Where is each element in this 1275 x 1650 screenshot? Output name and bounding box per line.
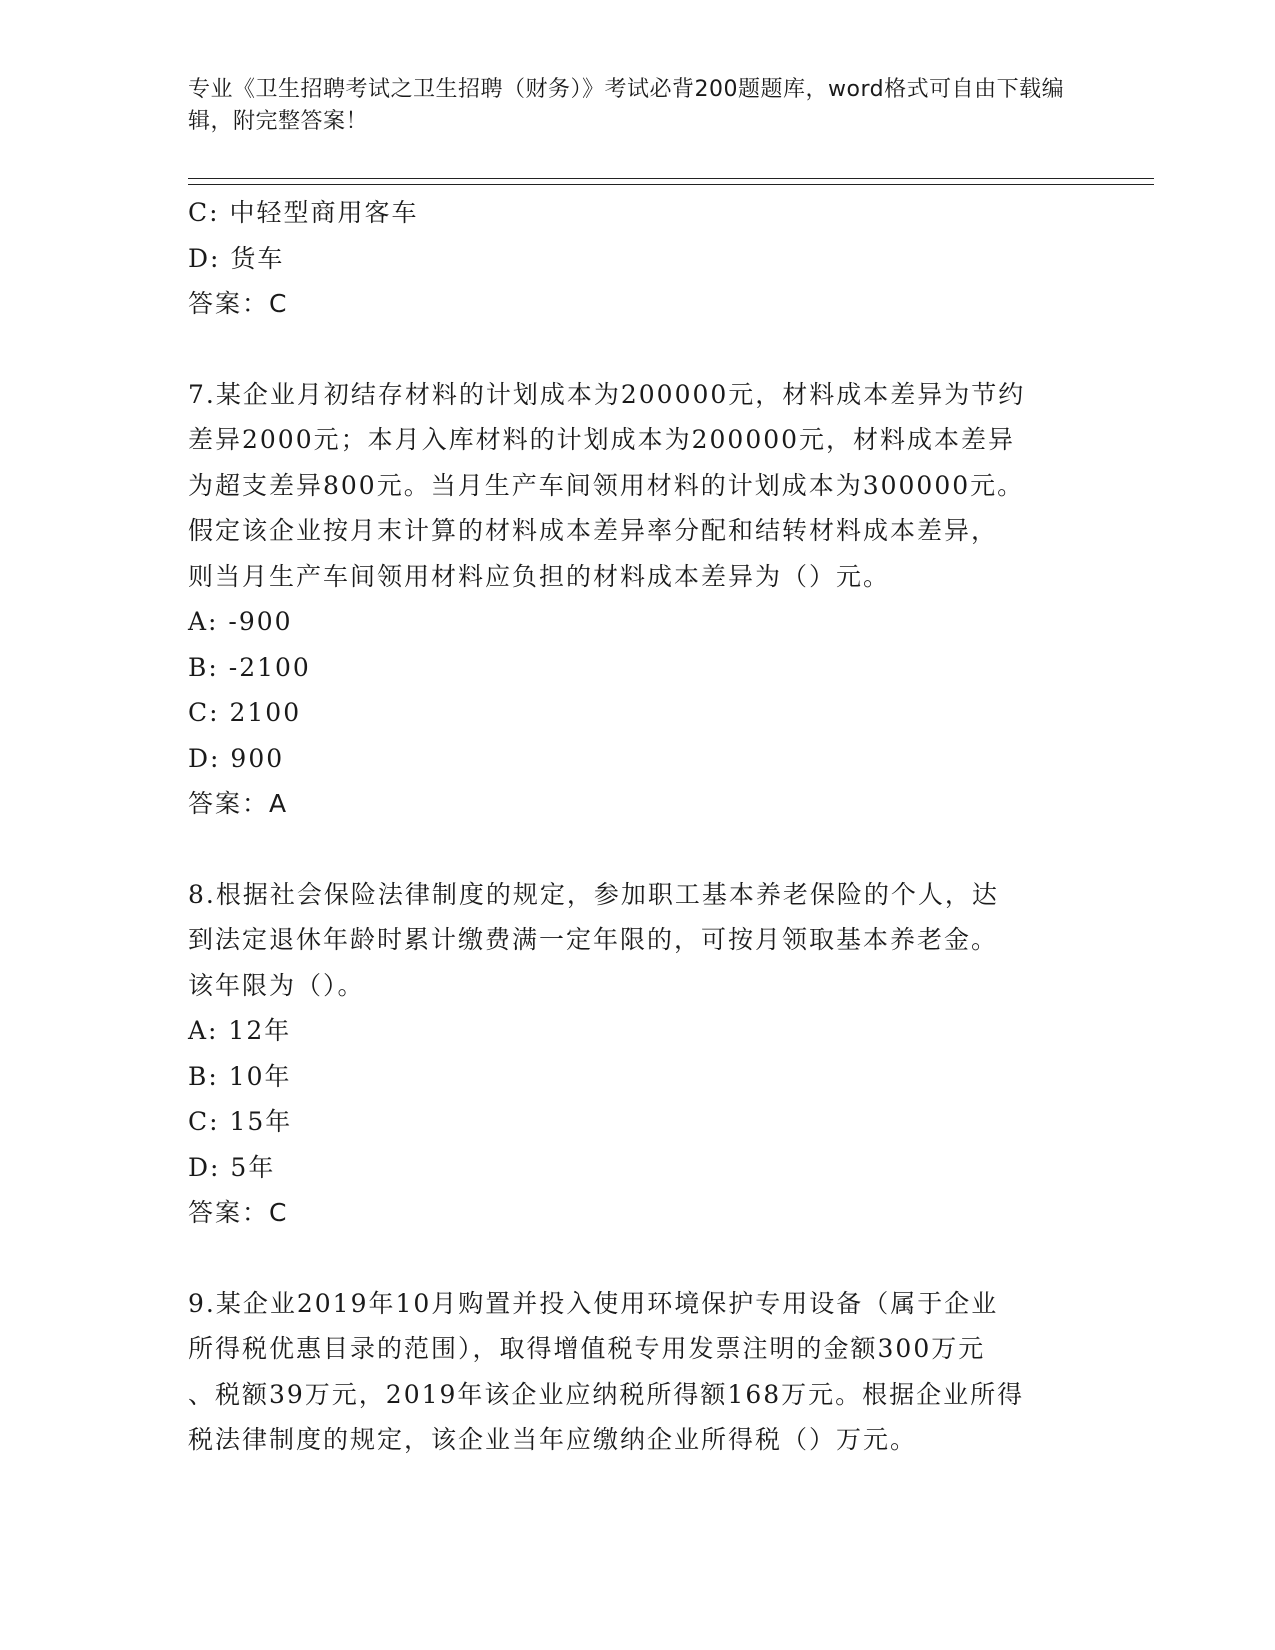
question-line: 税法律制度的规定，该企业当年应缴纳企业所得税（）万元。 [188,1425,918,1454]
header-rule-top [188,178,1154,179]
question-text [188,1281,1078,1463]
question-8 [188,872,1088,1236]
header-rule-bottom [188,184,1154,185]
question-9 [188,1281,1088,1463]
question-line: 差异2000元；本月入库材料的计划成本为200000元，材料成本差异 [188,425,1016,454]
option-d: D: 900 [188,743,285,773]
document-body [188,190,1088,1463]
question-line: 8.根据社会保险法律制度的规定，参加职工基本养老保险的个人，达 [188,879,999,909]
option-c: C: 中轻型商用客车 [188,198,419,227]
option-a: A: 12年 [188,1016,292,1045]
question-line: 假定该企业按月末计算的材料成本差异率分配和结转材料成本差异， [188,516,999,545]
question-7 [188,372,1088,827]
question-line: 9.某企业2019年10月购置并投入使用环境保护专用设备（属于企业 [188,1288,999,1318]
document-title: 专业《卫生招聘考试之卫生招聘（财务）》考试必背200题题库，word格式可自由下载编辑，附完整答案！ [188,77,1065,134]
question-line: 7.某企业月初结存材料的计划成本为200000元，材料成本差异为节约 [188,379,1026,409]
question-line: 为超支差异800元。当月生产车间领用材料的计划成本为300000元。 [188,470,1025,500]
answer-line: 答案：A [188,789,289,818]
question-line: 到法定退休年龄时累计缴费满一定年限的，可按月领取基本养老金。 [188,925,999,954]
document-header [188,74,1068,138]
option-d: D: 5年 [188,1152,276,1182]
question-text [188,872,1078,1009]
question-6-tail [188,190,1088,327]
question-line: 该年限为（）。 [188,970,365,1000]
question-line: 所得税优惠目录的范围），取得增值税专用发票注明的金额300万元 [188,1334,986,1363]
question-line: 则当月生产车间领用材料应负担的材料成本差异为（）元。 [188,561,891,591]
option-b: B: 10年 [188,1061,292,1091]
option-c: C: 2100 [188,698,302,727]
option-b: B: -2100 [188,652,311,682]
answer-line: 答案：C [188,1198,289,1227]
option-d: D: 货车 [188,243,285,273]
question-line: 、税额39万元，2019年该企业应纳税所得额168万元。根据企业所得 [188,1379,1025,1409]
option-c: C: 15年 [188,1107,293,1136]
option-a: A: -900 [188,607,293,636]
answer-line: 答案：C [188,289,289,318]
question-text [188,372,1078,600]
